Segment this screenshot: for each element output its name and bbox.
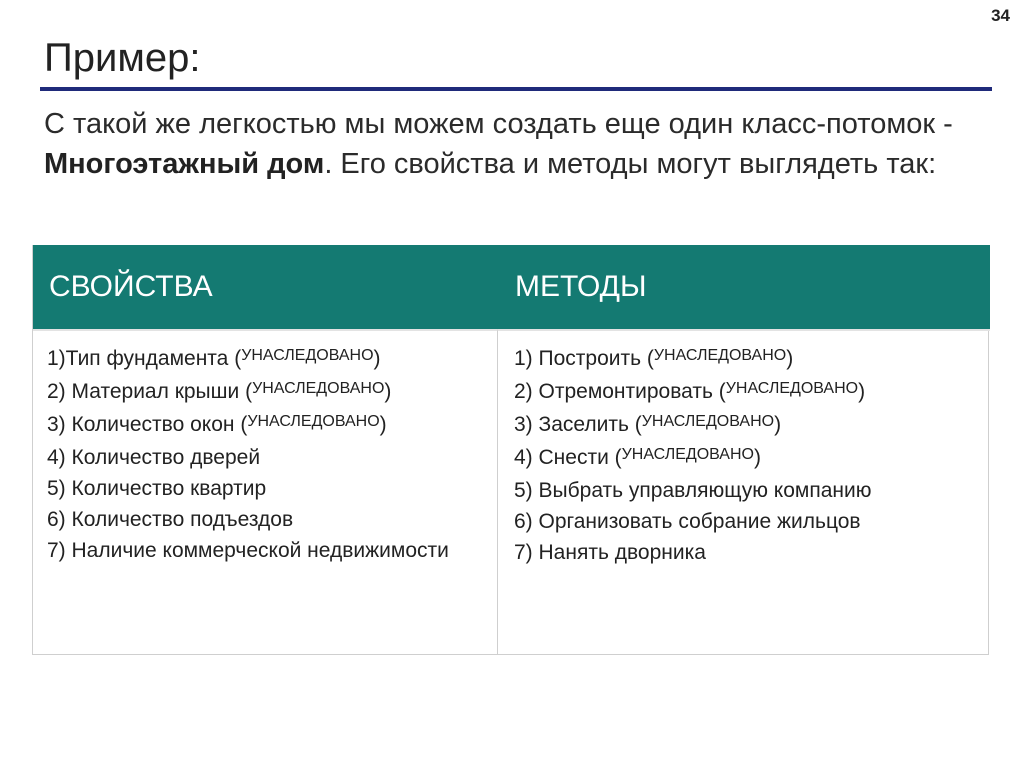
method-item-text: 2) Отремонтировать ( [514, 380, 726, 403]
slide-title: Пример: [44, 36, 201, 80]
title-underline [40, 87, 992, 91]
note-close-paren: ) [774, 413, 782, 436]
properties-cell [33, 329, 497, 655]
property-item [47, 504, 487, 535]
property-item [47, 473, 487, 504]
property-item [47, 376, 487, 409]
inherited-note: УНАСЛЕДОВАНО [247, 413, 380, 430]
method-item [514, 409, 980, 442]
intro-paragraph [44, 104, 994, 184]
property-item [47, 442, 487, 473]
method-item-text: 1) Построить ( [514, 347, 654, 370]
method-item-text: 4) Снести ( [514, 446, 622, 469]
property-item-text: 4) Количество дверей [47, 446, 261, 469]
property-item-text: 6) Количество подъездов [47, 508, 294, 531]
intro-text-end: . Его свойства и методы могут выглядеть так: [324, 148, 937, 180]
intro-text-start: С такой же легкостью мы можем создать еще один класс-потомок - [44, 108, 953, 140]
method-item-text: 3) Заселить ( [514, 413, 642, 436]
property-item-text: 5) Количество квартир [47, 477, 267, 500]
inherited-note: УНАСЛЕДОВАНО [725, 380, 859, 397]
inherited-note: УНАСЛЕДОВАНО [252, 380, 385, 397]
method-item-text: 7) Нанять дворника [514, 541, 706, 564]
method-item [514, 376, 980, 409]
note-close-paren: ) [858, 380, 866, 403]
property-item [47, 343, 487, 376]
note-close-paren: ) [373, 347, 381, 370]
method-item [514, 537, 980, 568]
property-item-text: 3) Количество окон ( [47, 413, 248, 436]
inherited-note: УНАСЛЕДОВАНО [621, 446, 754, 463]
method-item [514, 475, 980, 506]
property-item [47, 535, 487, 566]
note-close-paren: ) [786, 347, 794, 370]
inherited-note: УНАСЛЕДОВАНО [241, 347, 374, 364]
note-close-paren: ) [753, 446, 761, 469]
method-item-text: 5) Выбрать управляющую компанию [514, 479, 872, 502]
header-methods: МЕТОДЫ [497, 245, 990, 329]
method-item-text: 6) Организовать собрание жильцов [514, 510, 861, 533]
comparison-table [32, 245, 989, 655]
method-item [514, 506, 980, 537]
property-item-text: 1)Тип фундамента ( [47, 347, 242, 370]
inherited-note: УНАСЛЕДОВАНО [653, 347, 787, 364]
intro-highlight: Многоэтажный дом [44, 148, 325, 180]
methods-cell [497, 329, 990, 655]
property-item-text: 7) Наличие коммерческой недвижимости [47, 539, 449, 562]
header-properties: СВОЙСТВА [33, 245, 497, 329]
page-number: 34 [991, 6, 1010, 25]
note-close-paren: ) [379, 413, 387, 436]
note-close-paren: ) [384, 380, 392, 403]
method-item [514, 343, 980, 376]
inherited-note: УНАСЛЕДОВАНО [641, 413, 775, 430]
method-item [514, 442, 980, 475]
property-item-text: 2) Материал крыши ( [47, 380, 253, 403]
property-item [47, 409, 487, 442]
